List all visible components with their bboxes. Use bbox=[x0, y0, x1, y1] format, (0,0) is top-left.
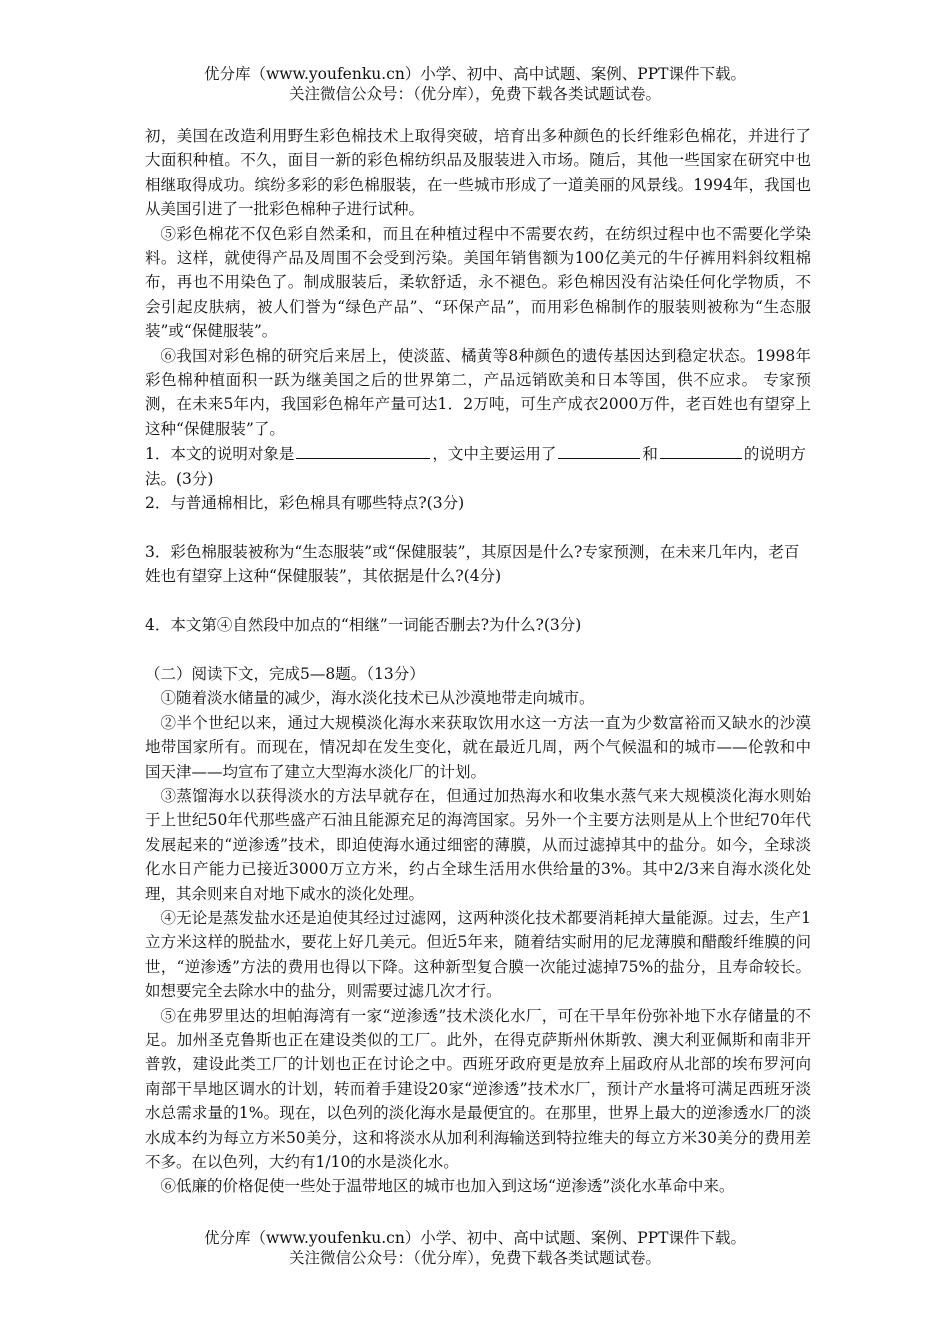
page-header bbox=[0, 64, 950, 104]
answer-blank-2[interactable] bbox=[558, 441, 640, 459]
question-1-text-c: 和 bbox=[642, 445, 658, 464]
answer-space bbox=[145, 516, 811, 540]
answer-space bbox=[145, 638, 811, 662]
paragraph-4-continued: 初，美国在改造利用野生彩色棉技术上取得突破，培育出多种颜色的长纤维彩色棉花，并进行了大面积种植。不久，面目一新的彩色棉纺织品及服装进入市场。随后，其他一些国家在研究中也相继取得成功。缤纷多彩的彩色棉服装，在一些城市形成了一道美丽的风景线。1994年，我国也从美国引进了一批彩色棉种子进行试种。 bbox=[145, 127, 811, 219]
section-2-paragraph-2: ②半个世纪以来，通过大规模淡化海水来获取饮用水这一方法一直为少数富裕而又缺水的沙漠地带国家所有。而现在，情况却在发生变化，就在最近几周，两个气候温和的城市——伦敦和中国天津——均宣布了建立大型海水淡化厂的计划。 bbox=[145, 713, 811, 781]
answer-blank-1[interactable] bbox=[296, 441, 430, 459]
question-1-text-d: 的说明方法。(3分) bbox=[145, 445, 806, 488]
section-2-heading: （二）阅读下文，完成5—8题。（13分） bbox=[145, 664, 425, 683]
section-2-paragraph-6: ⑥低廉的价格促使一些处于温带地区的城市也加入到这场“逆渗透”淡化水革命中来。 bbox=[160, 1177, 735, 1196]
paragraph-5: ⑤彩色棉花不仅色彩自然柔和，而且在种植过程中不需要农药，在纺织过程中也不需要化学染料。这样，就使得产品及周围不会受到污染。美国年销售额为100亿美元的牛仔裤用料斜纹粗棉布，再也不用染色了。制成服装后，柔软舒适，永不褪色。彩色棉因没有沾染任何化学物质，不会引起皮肤病，被人们誉为“绿色产品”、“环保产品”，而用彩色棉制作的服装则被称为“生态服装”或“保健服装”。 bbox=[145, 224, 811, 341]
question-3: 3．彩色棉服装被称为“生态服装”或“保健服装”，其原因是什么?专家预测，在未来几年内，老百姓也有望穿上这种“保健服装”，其依据是什么?(4分) bbox=[145, 542, 800, 586]
section-2-paragraph-3: ③蒸馏海水以获得淡水的方法早就存在，但通过加热海水和收集水蒸气来大规模淡化海水则始于上世纪50年代那些盛产石油且能源充足的海湾国家。另外一个主要方法则是从上个世纪70年代发展起来的“逆渗透”技术，即迫使海水通过细密的薄膜，从而过滤掉其中的盐分。如今，全球淡化水日产能力已接近3000万立方米，约占全球生活用水供给量的3%。其中2/3来自海水淡化处理，其余则来自对地下咸水的淡化处理。 bbox=[145, 786, 811, 903]
header-line-1: 优分库（www.youfenku.cn）小学、初中、高中试题、案例、PPT课件下载。 bbox=[203, 65, 747, 83]
question-1-text-a: 1．本文的说明对象是 bbox=[145, 445, 295, 464]
question-4: 4．本文第④自然段中加点的“相继”一词能否删去?为什么?(3分) bbox=[145, 616, 582, 635]
paragraph-6: ⑥我国对彩色棉的研究后来居上，使淡蓝、橘黄等8种颜色的遗传基因达到稳定状态。1998年彩色棉种植面积一跃为继美国之后的世界第二，产品远销欧美和日本等国，供不应求。 专家预测，在未来5年内，我国彩色棉年产量可达1．2万吨，可生产成衣2000万件，老百姓也有望穿上这种“保健服装”了。 bbox=[145, 346, 811, 438]
question-1-text-b: ，文中主要运用了 bbox=[432, 445, 557, 464]
footer-line-2: 关注微信公众号：（优分库），免费下载各类试题试卷。 bbox=[288, 1249, 661, 1267]
section-2-paragraph-5: ⑤在弗罗里达的坦帕海湾有一家“逆渗透”技术淡化水厂，可在干旱年份弥补地下水存储量的不足。加州圣克鲁斯也正在建设类似的工厂。此外，在得克萨斯州休斯敦、澳大利亚佩斯和南非开普敦，建设此类工厂的计划也正在讨论之中。西班牙政府更是放弃上届政府从北部的埃布罗河向南部干旱地区调水的计划，转而着手建设20家“逆渗透”技术水厂，预计产水量将可满足西班牙淡水总需求量的1%。现在，以色列的淡化海水是最便宜的。在那里，世界上最大的逆渗透水厂的淡水成本约为每立方米50美分，这和将淡水从加利利海输送到特拉维夫的每立方米30美分的费用差不多。在以色列，大约有1/10的水是淡化水。 bbox=[145, 1006, 811, 1172]
answer-space bbox=[145, 589, 811, 613]
document-body bbox=[145, 124, 811, 1199]
question-2: 2．与普通棉相比，彩色棉具有哪些特点?(3分) bbox=[145, 494, 465, 513]
section-2-paragraph-1: ①随着淡水储量的减少，海水淡化技术已从沙漠地带走向城市。 bbox=[160, 689, 595, 708]
footer-line-1: 优分库（www.youfenku.cn）小学、初中、高中试题、案例、PPT课件下载。 bbox=[203, 1229, 747, 1247]
header-line-2: 关注微信公众号：（优分库），免费下载各类试题试卷。 bbox=[288, 85, 661, 103]
question-1 bbox=[145, 441, 811, 491]
page-footer bbox=[0, 1228, 950, 1268]
section-2-paragraph-4: ④无论是蒸发盐水还是迫使其经过过滤网，这两种淡化技术都要消耗掉大量能源。过去，生产1立方米这样的脱盐水，要花上好几美元。但近5年来，随着结实耐用的尼龙薄膜和醋酸纤维膜的问世，“逆渗透”方法的费用也得以下降。这种新型复合膜一次能过滤掉75%的盐分，且寿命较长。如想要完全去除水中的盐分，则需要过滤几次才行。 bbox=[145, 908, 811, 1001]
answer-blank-3[interactable] bbox=[660, 441, 742, 459]
